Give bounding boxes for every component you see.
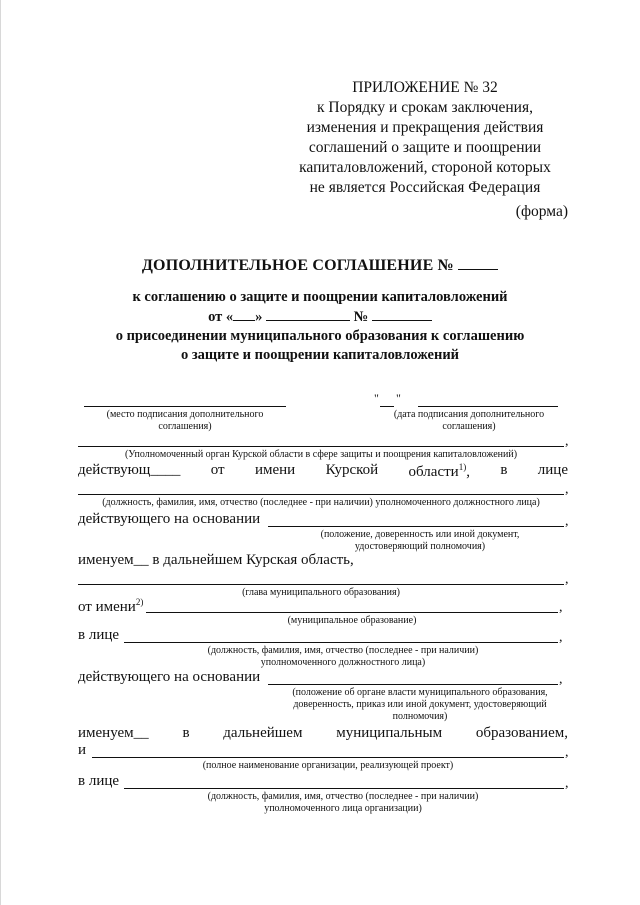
appendix-line: не является Российская Федерация <box>309 179 541 196</box>
acting-basis-label-2: действующего на основании <box>78 669 261 685</box>
word: лице <box>537 462 568 478</box>
word: именуем__ <box>78 725 149 741</box>
form-label: (форма) <box>515 203 568 220</box>
word: от <box>210 462 225 478</box>
authority-field[interactable] <box>78 446 564 447</box>
word: дальнейшем <box>223 725 303 741</box>
agreement-day-field[interactable] <box>233 307 255 321</box>
organization-caption: (полное наименование организации, реализующей проект) <box>202 760 454 771</box>
comma: , <box>565 572 569 587</box>
signing-date-caption: (дата подписания дополнительного соглашения) <box>393 409 545 432</box>
head-field[interactable] <box>78 584 564 585</box>
signing-place-caption: (место подписания дополнительного соглашения) <box>106 409 264 432</box>
from-label: от « <box>208 309 234 325</box>
document-title-text: ДОПОЛНИТЕЛЬНОЕ СОГЛАШЕНИЕ № <box>141 257 454 274</box>
subtitle-date-line <box>60 307 580 327</box>
close-quote: » <box>255 309 263 325</box>
organization-field[interactable] <box>92 757 564 758</box>
signing-date-field[interactable] <box>418 406 558 407</box>
date-close-quote: " <box>396 391 401 405</box>
comma: , <box>565 434 569 449</box>
municipal-basis-field[interactable] <box>268 684 558 685</box>
comma: , <box>565 482 569 497</box>
base-agreement-number-field[interactable] <box>372 307 432 321</box>
acting-basis-field[interactable] <box>268 526 564 527</box>
comma: , <box>565 776 569 791</box>
word: действующ____ <box>78 462 181 478</box>
acting-basis-label: действующего на основании <box>78 511 261 527</box>
in-person-label: в лице <box>78 627 120 643</box>
subtitle-line: о защите и поощрении капиталовложений <box>180 347 460 363</box>
head-caption: (глава муниципального образования) <box>242 587 400 598</box>
footnote-2: 2) <box>135 597 144 607</box>
comma: , <box>559 600 563 615</box>
named-municipal-line <box>78 725 568 742</box>
word: имени <box>254 462 296 478</box>
basis-caption: (положение, доверенность или иной документ, удостоверяющий полномочия) <box>320 529 520 552</box>
appendix-line: капиталовложений, стороной которых <box>299 159 551 176</box>
official-field[interactable] <box>78 494 564 495</box>
org-official-caption: (должность, фамилия, имя, отчество (последнее - при наличии) уполномоченного лица организации) <box>207 791 479 814</box>
authority-caption: (Уполномоченный орган Курской области в сфере защиты и поощрения капиталовложений) <box>124 449 518 460</box>
appendix-line: изменения и прекращения действия <box>306 119 544 136</box>
appendix-block <box>290 78 560 198</box>
word: муниципальным <box>336 725 443 741</box>
on-behalf-label: от имени$^{2)}$ <box>78 597 144 615</box>
footnote-1: 1) <box>458 462 467 472</box>
appendix-line: соглашений о защите и поощрении <box>308 139 542 156</box>
agreement-month-year-field[interactable] <box>266 307 350 321</box>
comma: , <box>559 630 563 645</box>
municipal-official-field[interactable] <box>124 642 558 643</box>
municipal-official-caption: (должность, фамилия, имя, отчество (последнее - при наличии) уполномоченного должностного лица) <box>207 645 479 668</box>
comma: , <box>559 672 563 687</box>
in-person-label-2: в лице <box>78 773 120 789</box>
municipality-field[interactable] <box>146 612 558 613</box>
word: образованием, <box>475 725 568 741</box>
acting-line <box>78 462 568 481</box>
appendix-line: к Порядку и срокам заключения, <box>317 99 533 116</box>
appendix-title: ПРИЛОЖЕНИЕ № 32 <box>352 79 498 96</box>
oblast-word: области$^{1)}$, <box>408 462 470 480</box>
document-title <box>0 256 640 275</box>
and-label: и <box>78 742 87 758</box>
comma: , <box>565 745 569 760</box>
number-sign: № <box>353 309 369 325</box>
signing-place-field[interactable] <box>84 406 286 407</box>
subtitle-block <box>60 288 580 365</box>
agreement-number-field[interactable] <box>458 256 498 270</box>
subtitle-line: к соглашению о защите и поощрении капиталовложений <box>132 289 508 305</box>
date-open-quote: " <box>374 391 379 405</box>
comma: , <box>565 514 569 529</box>
municipal-basis-caption: (положение об органе власти муниципального образования, доверенность, приказ или иной документ, удостоверяющий полномочия) <box>292 687 548 722</box>
municipality-caption: (муниципальное образование) <box>287 615 417 626</box>
signing-day-field[interactable] <box>380 406 394 407</box>
subtitle-line: о присоединении муниципального образования к соглашению <box>115 328 525 344</box>
word: Курской <box>325 462 379 478</box>
word: в <box>500 462 508 478</box>
word: в <box>182 725 190 741</box>
official-caption: (должность, фамилия, имя, отчество (последнее - при наличии) уполномоченного должностного лица) <box>102 497 540 508</box>
org-official-field[interactable] <box>124 788 564 789</box>
named-oblast: именуем__ в дальнейшем Курская область, <box>78 552 354 568</box>
